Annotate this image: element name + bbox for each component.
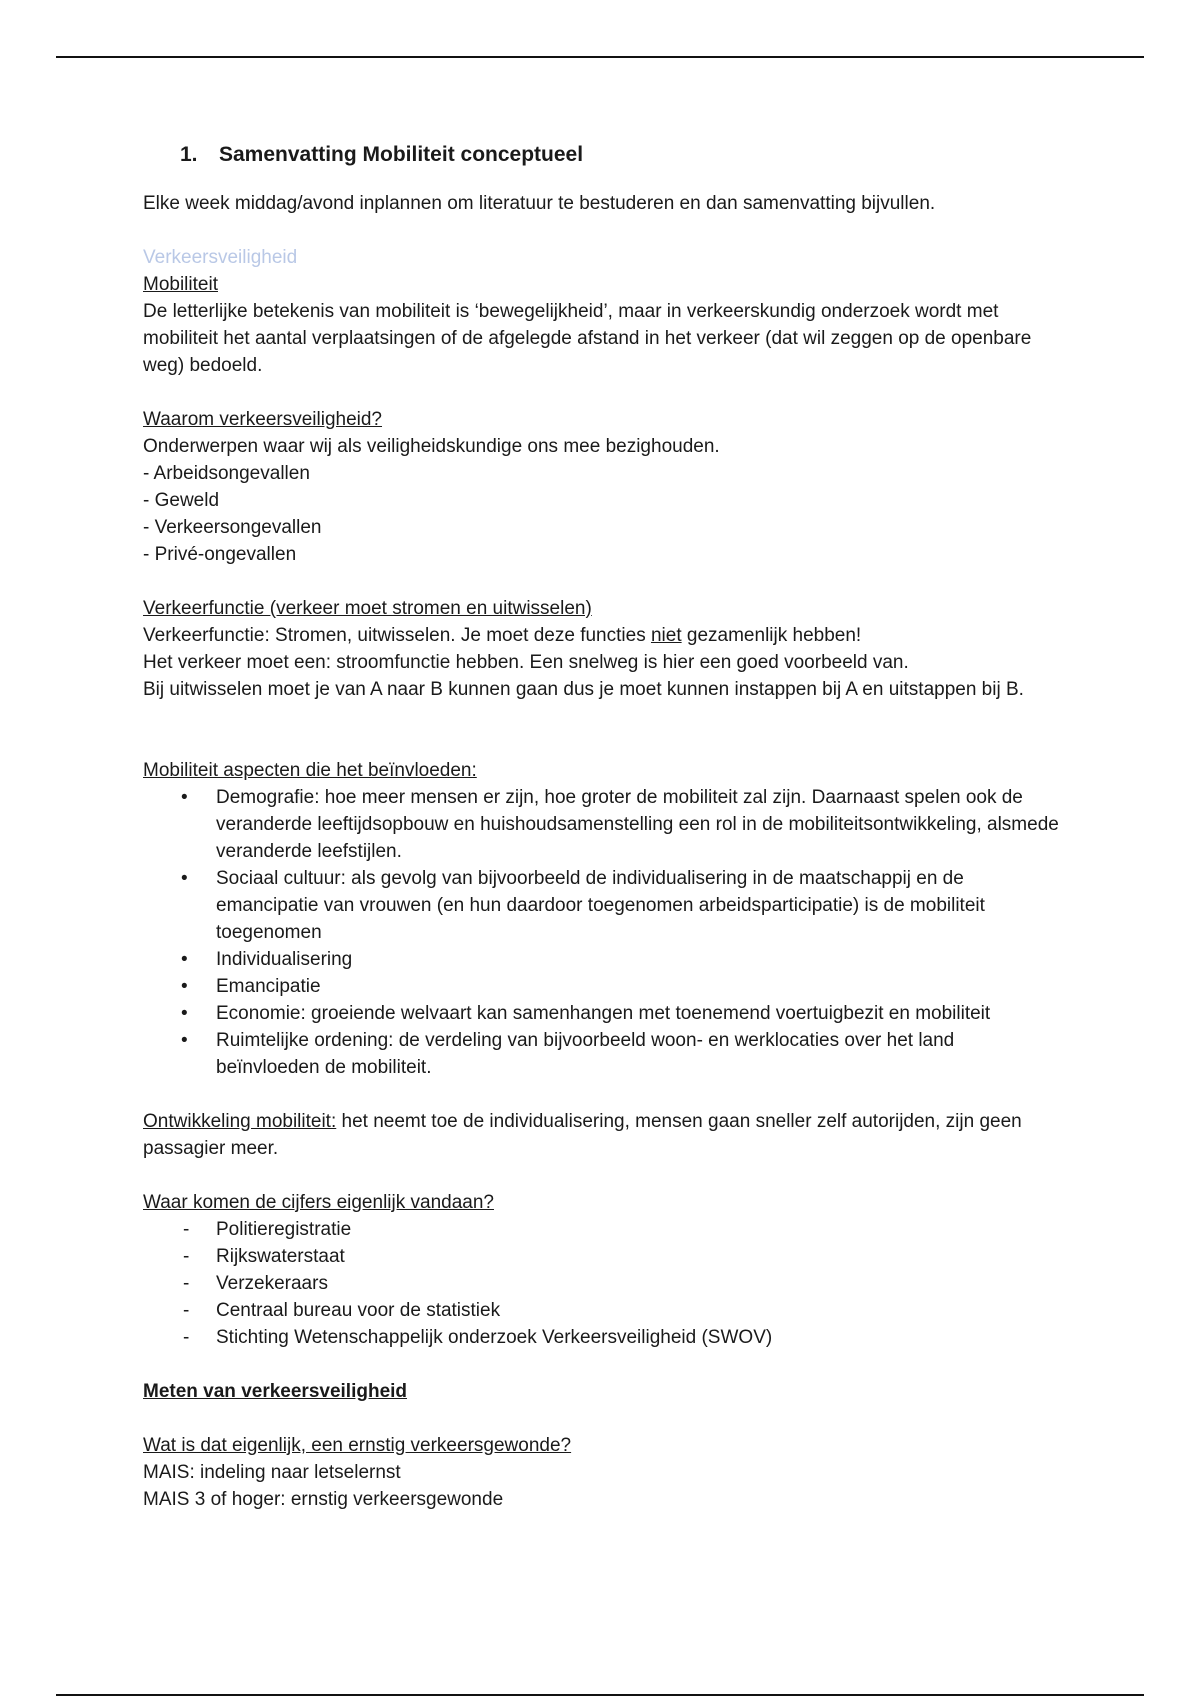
aspecten-list	[143, 784, 1063, 1081]
dash-icon: -	[183, 1327, 190, 1348]
list-item: - Privé-ongevallen	[143, 544, 297, 565]
verkeerfunctie-line-2: Het verkeer moet een: stroomfunctie hebben. Een snelweg is hier een goed voorbeeld van.	[143, 652, 909, 673]
list-item	[143, 1000, 1063, 1027]
section-title-mobiliteit: Mobiliteit	[143, 274, 218, 295]
text-run: Verkeerfunctie: Stromen, uitwisselen. Je moet deze functies	[143, 625, 651, 646]
list-item-text: Sociaal cultuur: als gevolg van bijvoorbeeld de individualisering in de maatschappij en de emancipatie van vrouwen (en hun daardoor toegenomen arbeidsparticipatie) is de mobiliteit toegenomen	[216, 868, 985, 943]
bullet-icon: •	[181, 1030, 188, 1051]
list-item	[143, 784, 1063, 865]
mobiliteit-paragraph: De letterlijke betekenis van mobiliteit is ‘bewegelijkheid’, maar in verkeerskundig onderzoek wordt met mobiliteit het aantal verplaatsingen of de afgelegde afstand in het verkeer (dat wil zeggen op de openbare weg) bedoeld.	[143, 301, 1032, 376]
intro-paragraph: Elke week middag/avond inplannen om literatuur te bestuderen en dan samenvatting bijvullen.	[143, 193, 936, 214]
ontwikkeling-paragraph	[143, 1108, 1063, 1162]
cijfers-list	[143, 1216, 1063, 1351]
dash-icon: -	[183, 1273, 190, 1294]
verkeerfunctie-line-1	[143, 622, 1063, 649]
dash-icon: -	[183, 1300, 190, 1321]
section-title-waarom: Waarom verkeersveiligheid?	[143, 409, 383, 430]
document-body	[143, 140, 1063, 1513]
list-item	[143, 946, 1063, 973]
list-item	[143, 1324, 1063, 1351]
list-item-text: Centraal bureau voor de statistiek	[216, 1300, 501, 1321]
faint-heading: Verkeersveiligheid	[143, 247, 298, 268]
dash-icon: -	[183, 1246, 190, 1267]
list-item-text: Individualisering	[216, 949, 353, 970]
bullet-icon: •	[181, 787, 188, 808]
dash-icon: -	[183, 1219, 190, 1240]
bullet-icon: •	[181, 868, 188, 889]
ontwikkeling-label: Ontwikkeling mobiliteit:	[143, 1111, 337, 1132]
underlined-word: niet	[650, 625, 682, 646]
list-item-text: Verzekeraars	[216, 1273, 328, 1294]
heading-number: 1.	[180, 143, 198, 166]
list-item: - Geweld	[143, 490, 220, 511]
list-item	[143, 1270, 1063, 1297]
list-item-text: Demografie: hoe meer mensen er zijn, hoe groter de mobiliteit zal zijn. Daarnaast spelen ook de veranderde leeftijdsopbouw en huishoudsamenstelling een rol in de mobiliteitsontwikkeling, alsmede veranderde leefstijlen.	[216, 787, 1059, 862]
section-title-cijfers: Waar komen de cijfers eigenlijk vandaan?	[143, 1192, 494, 1213]
list-item	[143, 1027, 1063, 1081]
list-item: - Arbeidsongevallen	[143, 463, 310, 484]
bullet-icon: •	[181, 949, 188, 970]
list-item	[143, 1297, 1063, 1324]
verkeerfunctie-line-3: Bij uitwisselen moet je van A naar B kunnen gaan dus je moet kunnen instappen bij A en uitstappen bij B.	[143, 679, 1024, 700]
page-title	[143, 140, 1063, 170]
list-item-text: Stichting Wetenschappelijk onderzoek Verkeersveiligheid (SWOV)	[216, 1327, 773, 1348]
section-title-meten: Meten van verkeersveiligheid	[143, 1381, 408, 1402]
list-item	[143, 1216, 1063, 1243]
waarom-paragraph: Onderwerpen waar wij als veiligheidskundige ons mee bezighouden.	[143, 436, 720, 457]
ernstig-line-1: MAIS: indeling naar letselernst	[143, 1462, 401, 1483]
list-item-text: Ruimtelijke ordening: de verdeling van bijvoorbeeld woon- en werklocaties over het land beïnvloeden de mobiliteit.	[216, 1030, 955, 1078]
list-item-text: Rijkswaterstaat	[216, 1246, 345, 1267]
text-run: het neemt toe de individualisering, mensen gaan sneller zelf autorijden, zijn geen passagier meer.	[143, 1111, 1022, 1159]
text-run: gezamenlijk hebben!	[681, 625, 862, 646]
section-title-aspecten: Mobiliteit aspecten die het beïnvloeden:	[143, 760, 477, 781]
bullet-icon: •	[181, 1003, 188, 1024]
section-title-ernstig: Wat is dat eigenlijk, een ernstig verkeersgewonde?	[143, 1435, 572, 1456]
list-item-text: Politieregistratie	[216, 1219, 352, 1240]
section-title-verkeerfunctie: Verkeerfunctie (verkeer moet stromen en uitwisselen)	[143, 598, 592, 619]
footer-rule	[56, 1694, 1144, 1696]
list-item	[143, 1243, 1063, 1270]
list-item	[143, 865, 1063, 946]
list-item	[143, 973, 1063, 1000]
ernstig-line-2: MAIS 3 of hoger: ernstig verkeersgewonde	[143, 1489, 504, 1510]
list-item-text: Emancipatie	[216, 976, 321, 997]
waarom-list	[143, 460, 1063, 568]
list-item-text: Economie: groeiende welvaart kan samenhangen met toenemend voertuigbezit en mobiliteit	[216, 1003, 991, 1024]
list-item: - Verkeersongevallen	[143, 517, 322, 538]
bullet-icon: •	[181, 976, 188, 997]
heading-title: Samenvatting Mobiliteit conceptueel	[219, 143, 584, 166]
header-rule	[56, 56, 1144, 58]
